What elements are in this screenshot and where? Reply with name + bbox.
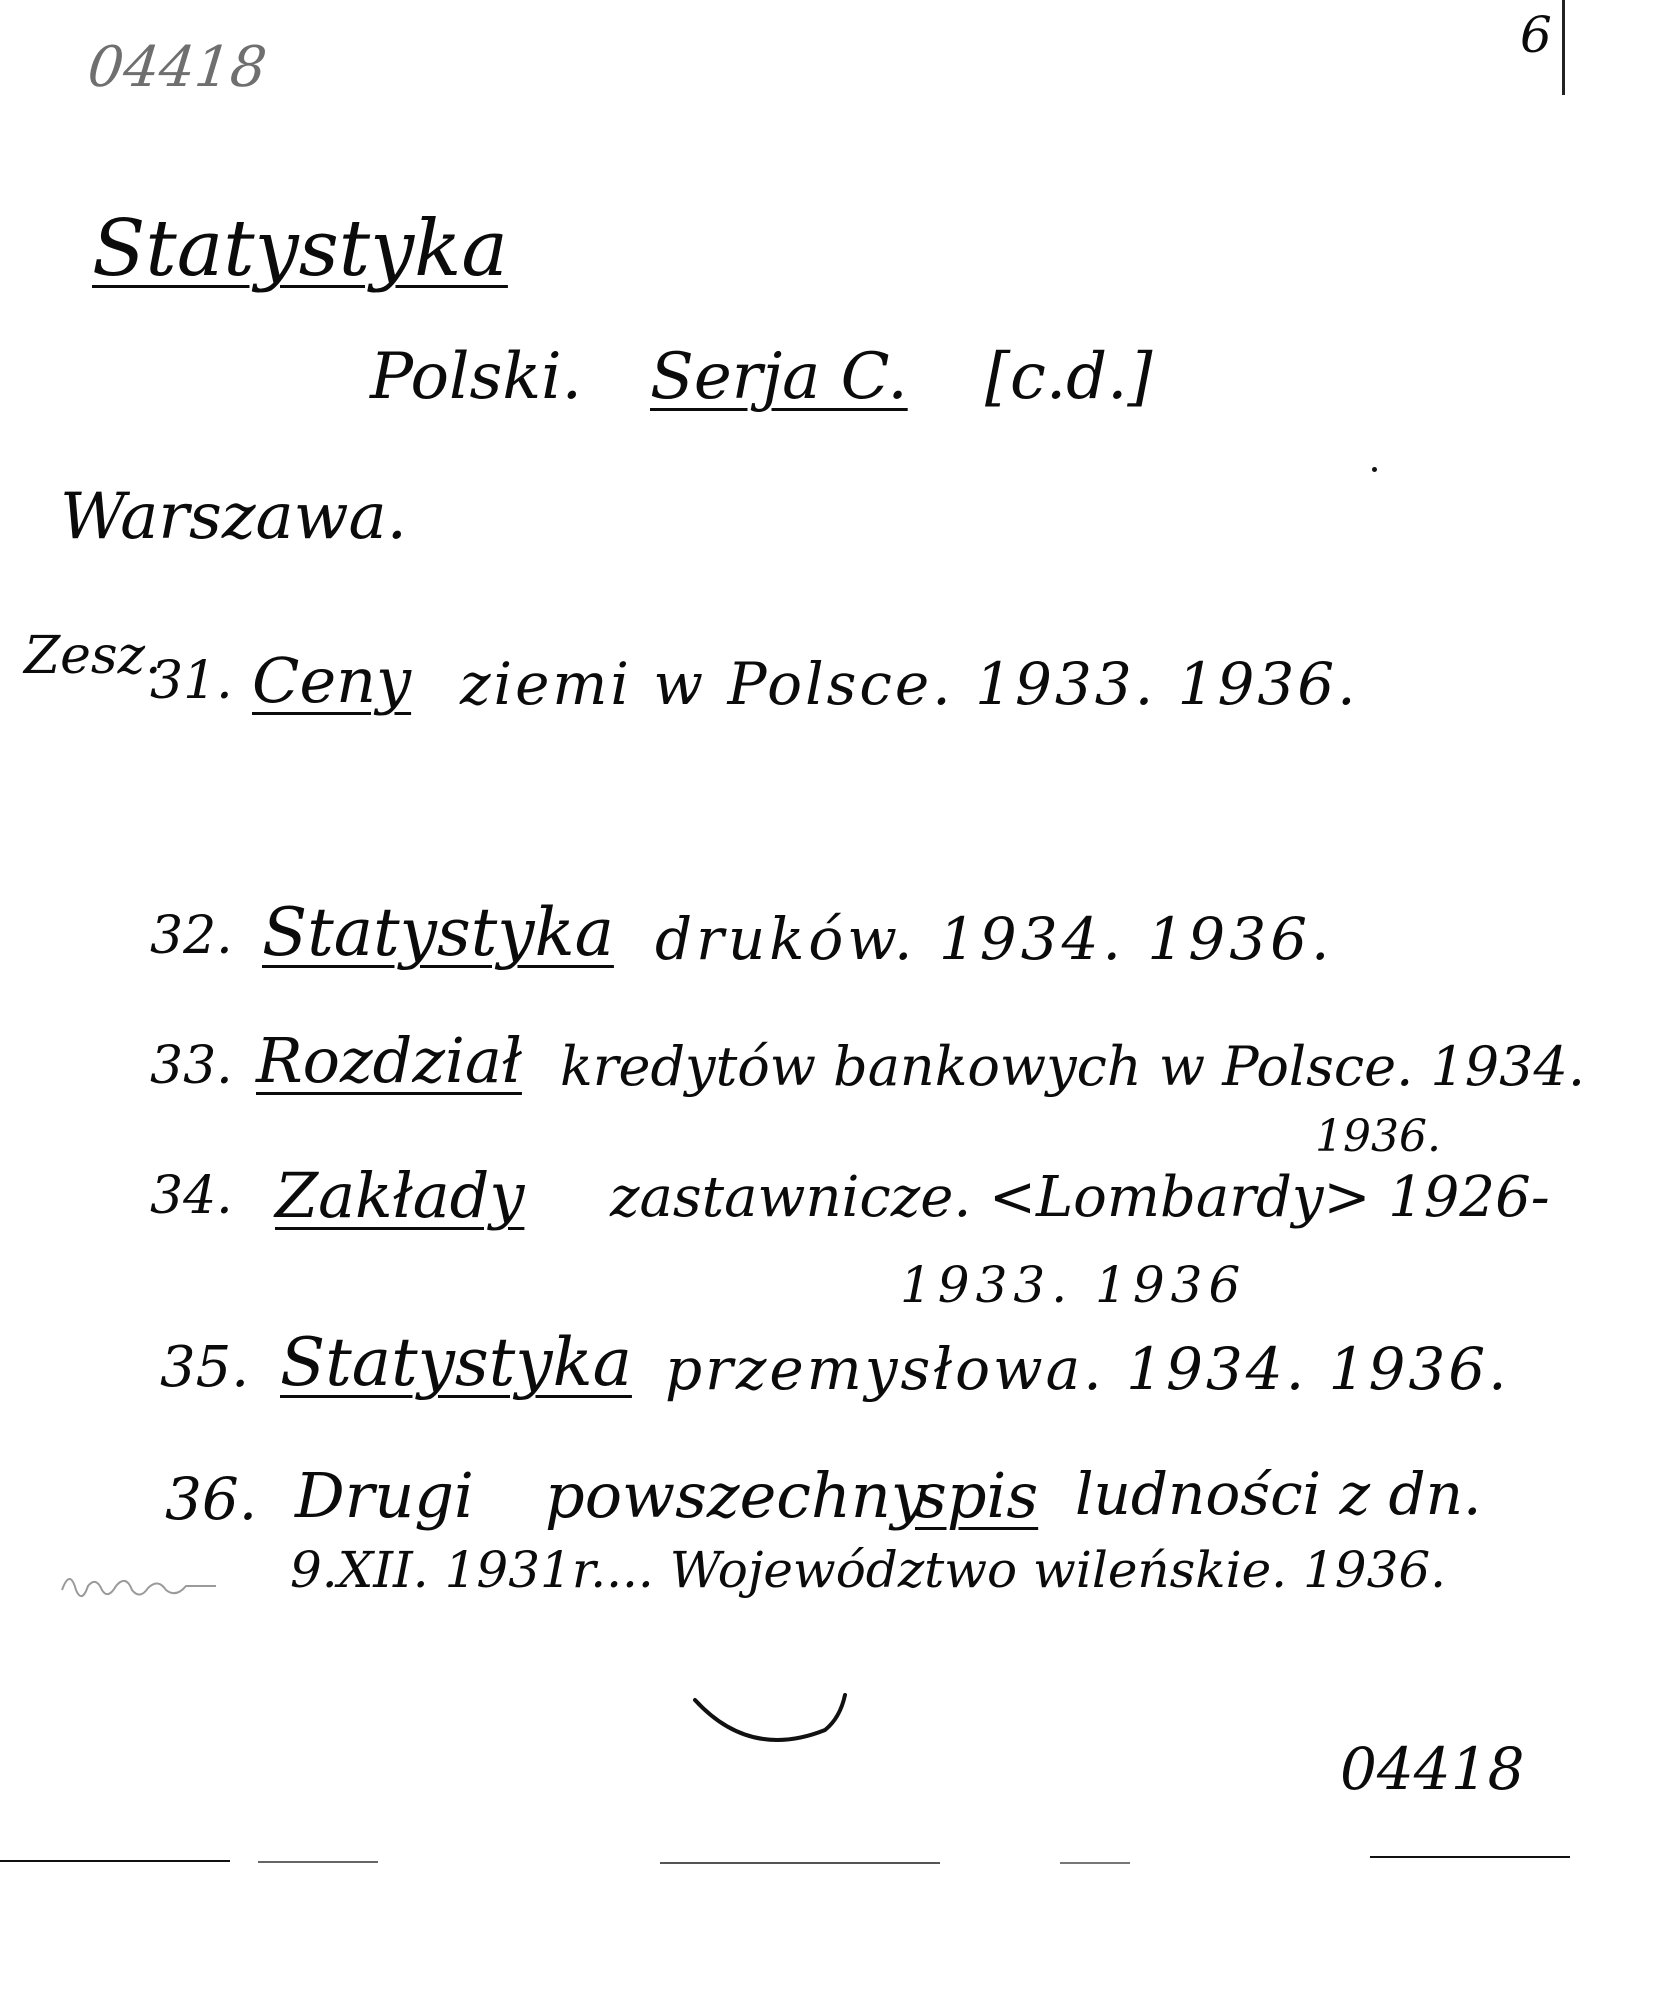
subtitle-cd: [c.d.] (985, 340, 1153, 414)
entry-32-title: Statystyka (262, 894, 614, 971)
heading: Statystyka (92, 204, 508, 294)
entry-34-cont: 1933. 1936 (900, 1256, 1247, 1314)
entry-35-rest: przemysłowa. 1934. 1936. (665, 1335, 1510, 1403)
entry-34-num: 34. (150, 1166, 233, 1226)
entry-36-title2: spis (915, 1459, 1039, 1532)
margin-note: Zesz. (24, 626, 162, 686)
entry-33-rest: kredytów bankowych w Polsce. 1934. (560, 1035, 1585, 1098)
subtitle-polski: Polski. (370, 340, 582, 414)
bottom-rule (660, 1862, 940, 1864)
ink-dot (1372, 467, 1377, 472)
entry-31-num: 31. (150, 651, 233, 711)
faint-margin-scribble (60, 1560, 260, 1600)
entry-36-title: Drugi (295, 1459, 474, 1532)
entry-32-num: 32. (150, 906, 233, 966)
entry-33-cont: 1936. (1315, 1111, 1441, 1162)
page-number: 6 (1520, 6, 1552, 64)
bottom-rule (0, 1860, 230, 1862)
place: Warszawa. (60, 480, 407, 554)
entry-35-num: 35. (160, 1335, 250, 1400)
entry-36-rest-b: ludności z dn. (1075, 1460, 1482, 1528)
entry-36-num: 36. (165, 1465, 258, 1533)
bottom-number: 04418 (1340, 1735, 1525, 1803)
entry-35-title: Statystyka (280, 1324, 632, 1401)
entry-34-rest: zastawnicze. <Lombardy> 1926- (610, 1165, 1550, 1230)
entry-34-title: Zakłady (275, 1159, 525, 1232)
corner-number: 04418 (84, 35, 270, 100)
bottom-rule (258, 1861, 378, 1863)
entry-32-rest: druków. 1934. 1936. (655, 905, 1334, 973)
closing-flourish (690, 1690, 850, 1760)
bottom-rule (1060, 1862, 1130, 1864)
entry-36-cont: 9.XII. 1931r.... Województwo wileńskie. 1936. (290, 1541, 1447, 1599)
entry-31-title: Ceny (252, 644, 412, 717)
subtitle-serja: Serja C. (650, 340, 908, 414)
entry-33-title: Rozdział (256, 1024, 522, 1097)
entry-36-rest-a: powszechny (545, 1459, 926, 1532)
bottom-rule (1370, 1856, 1570, 1858)
card-edge-mark (1562, 0, 1565, 95)
entry-33-num: 33. (150, 1036, 233, 1096)
entry-31-rest: ziemi w Polsce. 1933. 1936. (460, 650, 1359, 718)
